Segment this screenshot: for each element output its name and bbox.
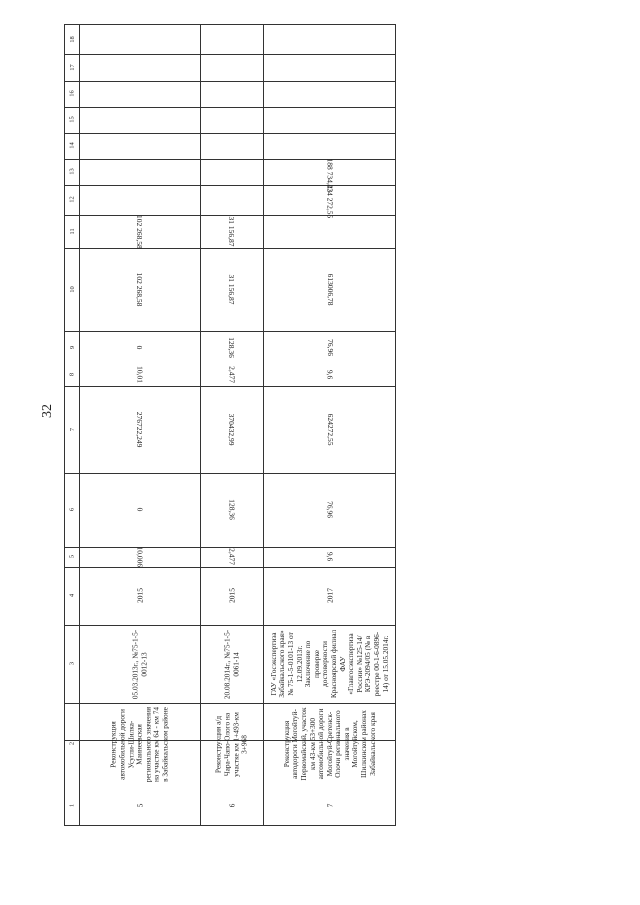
value-col-9: 0: [135, 345, 144, 349]
data-table: [64, 24, 396, 826]
value-col-10: 31 156,87: [227, 274, 236, 304]
column-number-2: 2: [68, 741, 76, 746]
row-number: 7: [325, 803, 335, 808]
column-number-6: 6: [68, 507, 76, 512]
value-col-5: 10,006: [135, 546, 144, 568]
expertise-document: ГАУ «Госэкспертиза Забайкальского края» № 75-1-5-0101-13 от 12.09.2013г. Заключение по проверке достоверности Красноярской филиал ФАУ «Главгосэкспертиза России» №125-14/КРЭ-2094/05 (№ в реестре 00-1-6-0896-14) от 15.05.2014г.: [268, 629, 390, 699]
column-number-10: 10: [68, 285, 76, 293]
value-col-9: 76,96: [325, 338, 335, 356]
completion-year: 2015: [227, 588, 236, 603]
value-col-11: 31 156,87: [227, 216, 236, 246]
value-col-12: 424 272,55: [325, 184, 335, 219]
value-col-7: 624272,55: [325, 413, 335, 445]
column-number-8: 8: [68, 372, 76, 377]
value-col-8: 10,01: [135, 366, 144, 383]
column-number-9: 9: [68, 345, 76, 349]
value-col-11: 102 268,58: [135, 214, 144, 249]
value-col-5: 9,6: [325, 551, 335, 562]
value-col-7: 370432,99: [227, 413, 236, 445]
column-number-7: 7: [68, 427, 76, 431]
column-number-1: 1: [68, 803, 76, 808]
column-number-18: 18: [68, 35, 76, 43]
column-number-14: 14: [68, 142, 76, 149]
object-name: Реконструкция автомобильной дороги Усугли-Шилка-Маинеевская регионального значения на участке км 64 - км 74 в Забайкальском районе: [108, 706, 169, 782]
value-col-6: 128,36: [227, 499, 236, 520]
value-col-10: 613006,78: [325, 273, 335, 305]
column-number-12: 12: [68, 196, 76, 203]
value-col-7: 276722,249: [135, 411, 144, 447]
expertise-document: 05.03.2013г., №75-1-5-0012-13: [129, 629, 148, 699]
completion-year: 2017: [325, 588, 335, 603]
column-number-11: 11: [68, 227, 76, 235]
value-col-6: 76,96: [325, 501, 335, 518]
completion-year: 2015: [135, 588, 144, 603]
value-col-5: 2,477: [227, 548, 236, 565]
value-col-8: 9,6: [325, 369, 335, 380]
row-number: 6: [227, 803, 236, 808]
object-name: Реконструкция а/д Чара-Чапо-Олого на участке км 1+493-км 3+968: [213, 711, 249, 777]
column-number-17: 17: [68, 63, 76, 71]
column-number-16: 16: [68, 90, 76, 97]
column-number-5: 5: [68, 554, 76, 559]
page-number: 32: [40, 404, 55, 418]
value-col-9: 128,36: [227, 336, 236, 358]
column-number-13: 13: [68, 168, 76, 175]
column-number-3: 3: [68, 661, 76, 666]
column-number-4: 4: [68, 593, 76, 598]
row-number: 5: [135, 803, 144, 808]
expertise-document: 20.08.2014г., №75-1-5-0061-14: [221, 629, 240, 699]
object-name: Реконструкция автодороги Могойтуй-Первомайский, участок км 43-км 53+300 автомобильной дороги Могойтуй-Сретенск-Олочи регионального значения в Могойтуйском, Шилкинском районах Забайкальского края: [281, 707, 377, 781]
value-col-13: 188 734,23: [325, 158, 335, 193]
value-col-8: 2,477: [227, 366, 236, 383]
value-col-6: 0: [135, 507, 144, 512]
value-col-10: 102 268,58: [135, 272, 144, 306]
column-number-15: 15: [68, 116, 76, 123]
